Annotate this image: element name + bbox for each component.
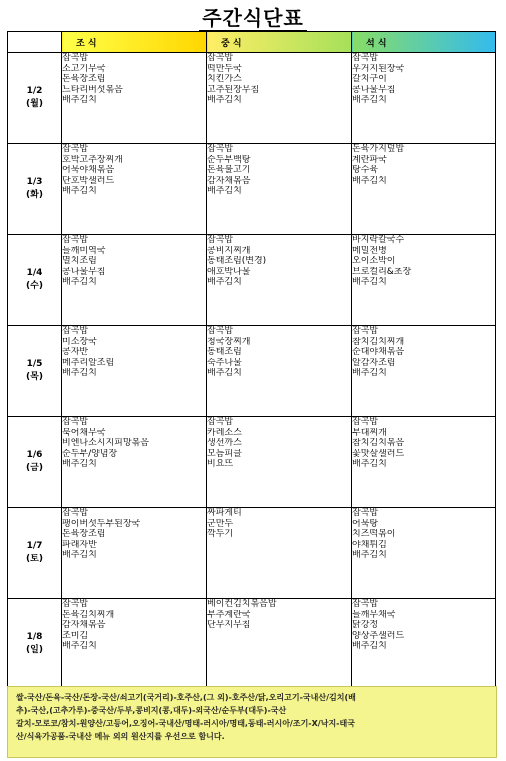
menu-item: 배추김치: [352, 641, 387, 651]
lunch-cell: [207, 53, 352, 144]
menu-item: 오이소박이: [352, 256, 396, 266]
menu-item: 부대찌개: [352, 427, 387, 438]
breakfast-cell: [62, 508, 207, 599]
menu-item: 어묵탕: [352, 518, 379, 529]
menu-item: 잡곡밥: [62, 53, 89, 63]
menu-item: 치킨가스: [207, 74, 242, 84]
menu-item: 어묵야채볶음: [62, 165, 115, 175]
menu-item: 야채튀김: [352, 539, 387, 550]
origin-notice-line: 추)-국산,(고추가루)-중국산/두부,콩비지(콩,대두)-외국산/순두부(대두)-국산: [16, 706, 287, 715]
menu-item: 양상추샐러드: [352, 630, 405, 641]
dinner-cell: [352, 326, 496, 417]
menu-item: 애호박나물: [207, 266, 251, 277]
menu-item: 감자채볶음: [62, 620, 106, 630]
menu-item: 돈육장조림: [62, 529, 106, 539]
menu-item: 비요뜨: [207, 459, 234, 469]
lunch-cell: [207, 235, 352, 326]
menu-item: 배추김치: [352, 459, 387, 469]
menu-item: 알감자조림: [352, 357, 396, 368]
menu-item: 잡곡밥: [352, 326, 379, 336]
menu-item: 미소장국: [62, 336, 97, 347]
menu-item: 탕수육: [352, 165, 379, 175]
menu-item: 잡곡밥: [352, 599, 379, 609]
day-date: 1/8: [26, 632, 43, 642]
menu-item: 콩자반: [62, 347, 89, 357]
menu-item: 계란파국: [352, 154, 387, 165]
lunch-cell: [207, 417, 352, 508]
menu-item: 콩나물무침: [62, 266, 106, 277]
menu-item: 배추김치: [207, 368, 242, 378]
day-row: [8, 326, 496, 417]
menu-item: 파래자반: [62, 539, 97, 550]
day-weekday: (금): [26, 463, 43, 473]
menu-item: 배추김치: [352, 175, 387, 186]
menu-item: 청국장찌개: [207, 336, 251, 347]
menu-item: 배추김치: [62, 459, 97, 469]
menu-item: 조미김: [62, 630, 89, 641]
menu-item: 콩나물무침: [352, 84, 396, 95]
day-weekday: (수): [26, 281, 43, 291]
menu-item: 잡곡밥: [62, 326, 89, 336]
menu-item: 배추김치: [62, 641, 97, 651]
dinner-cell: [352, 508, 496, 599]
day-weekday: (목): [26, 372, 43, 382]
dinner-cell: [352, 53, 496, 144]
day-row: [8, 235, 496, 326]
menu-item: 북어채무국: [62, 427, 106, 438]
origin-notice-line: 갈치-모로코/참치-원양산/고등어,오징어-국내산/명태-러시아/명태,동태-러시아/조기-X/낙지-태국: [16, 719, 355, 728]
menu-item: 배추김치: [62, 550, 97, 560]
menu-item: 잡곡밥: [207, 235, 234, 245]
day-date: 1/6: [26, 450, 43, 460]
menu-item: 잡곡밥: [207, 417, 234, 427]
menu-item: 갈치구이: [352, 74, 387, 84]
breakfast-cell: [62, 599, 207, 690]
menu-item: 순두부/양념장: [62, 448, 118, 459]
day-cell: [8, 144, 62, 235]
menu-item: 돈육가지덮밥: [352, 144, 405, 154]
menu-item: 잡곡밥: [62, 417, 89, 427]
day-date: 1/5: [26, 359, 43, 369]
lunch-cell: [207, 144, 352, 235]
menu-item: 베이컨김치볶음밥: [207, 599, 277, 609]
breakfast-cell: [62, 235, 207, 326]
origin-notice: [7, 686, 497, 758]
menu-item: 단무지무침: [207, 620, 251, 630]
breakfast-cell: [62, 326, 207, 417]
menu-item: 생선까스: [207, 438, 242, 448]
header-row: [8, 32, 496, 53]
day-cell: [8, 508, 62, 599]
menu-item: 배추김치: [62, 368, 97, 378]
menu-item: 배추김치: [62, 95, 97, 105]
origin-notice-line: 산/식육가공품-국내산 메뉴 외의 원산지를 우선으로 함니다.: [16, 732, 225, 741]
page-title: [0, 0, 506, 31]
day-date: 1/7: [26, 541, 43, 551]
menu-item: 우거지된장국: [352, 63, 405, 74]
day-row: [8, 53, 496, 144]
menu-item: 배추김치: [207, 95, 242, 105]
menu-item: 배추김치: [352, 277, 387, 287]
dinner-cell: [352, 599, 496, 690]
menu-item: 참치김치찌개: [352, 336, 405, 347]
menu-item: 잡곡밥: [62, 508, 89, 518]
menu-item: 참치김치볶음: [352, 438, 405, 448]
lunch-cell: [207, 508, 352, 599]
menu-item: 바지락칼국수: [352, 235, 405, 245]
menu-item: 들깨미역국: [62, 245, 106, 256]
menu-item: 감자채볶음: [207, 175, 251, 186]
menu-item: 치즈떡볶이: [352, 529, 396, 539]
menu-item: 돈육불고기: [207, 165, 251, 175]
weekly-menu-table: [7, 31, 496, 690]
menu-item: 꽃맛살샐러드: [352, 448, 405, 459]
dinner-cell: [352, 144, 496, 235]
page-title-text: 주간식단표: [199, 6, 307, 32]
menu-item: 군만두: [207, 518, 234, 529]
day-weekday: (토): [26, 554, 43, 564]
menu-item: 비엔나소시지피망볶음: [62, 438, 149, 448]
day-row: [8, 599, 496, 690]
menu-item: 호박고추장찌개: [62, 154, 123, 165]
breakfast-cell: [62, 144, 207, 235]
day-cell: [8, 599, 62, 690]
day-date: 1/4: [26, 268, 43, 278]
day-row: [8, 508, 496, 599]
menu-item: 메추리알조림: [62, 357, 115, 368]
menu-item: 잡곡밥: [352, 417, 379, 427]
menu-item: 깍두기: [207, 529, 234, 539]
menu-item: 잡곡밥: [207, 144, 234, 154]
menu-item: 소고기무국: [62, 63, 106, 74]
day-date: 1/3: [26, 177, 43, 187]
menu-item: 동태조림: [207, 347, 242, 357]
menu-item: 고추된장무침: [207, 84, 260, 95]
day-cell: [8, 417, 62, 508]
menu-item: 잡곡밥: [207, 53, 234, 63]
menu-item: 닭강정: [352, 620, 379, 630]
menu-item: 배추김치: [352, 368, 387, 378]
menu-item: 짜파게티: [207, 508, 242, 518]
menu-item: 배추김치: [207, 186, 242, 196]
menu-item: 단호박샐러드: [62, 175, 115, 186]
date-header: [8, 32, 62, 53]
menu-item: 돈육김치찌개: [62, 609, 115, 620]
menu-item: 배추김치: [62, 277, 97, 287]
menu-item: 팽이버섯두부된장국: [62, 518, 141, 529]
menu-item: 순대야채볶음: [352, 347, 405, 357]
menu-item: 잡곡밥: [62, 144, 89, 154]
menu-item: 배추김치: [62, 186, 97, 196]
dinner-cell: [352, 235, 496, 326]
dinner-cell: [352, 417, 496, 508]
menu-item: 느타리버섯볶음: [62, 84, 123, 95]
day-weekday: (월): [26, 99, 43, 109]
day-date: 1/2: [26, 86, 43, 96]
menu-item: 순두부백탕: [207, 154, 251, 165]
menu-item: 잡곡밥: [352, 508, 379, 518]
breakfast-header: 조 식: [62, 32, 207, 53]
menu-item: 배추김치: [352, 550, 387, 560]
day-cell: [8, 53, 62, 144]
menu-item: 돈육장조림: [62, 74, 106, 84]
lunch-header: 중 식: [207, 32, 352, 53]
menu-item: 들깨무채국: [352, 609, 396, 620]
menu-item: 부추계란국: [207, 609, 251, 620]
menu-item: 잡곡밥: [62, 599, 89, 609]
day-row: [8, 417, 496, 508]
breakfast-cell: [62, 417, 207, 508]
menu-item: 브로컬리&초장: [352, 266, 412, 277]
day-cell: [8, 326, 62, 417]
menu-item: 숙주나물: [207, 357, 242, 368]
menu-item: 잡곡밥: [62, 235, 89, 245]
day-weekday: (화): [26, 190, 43, 200]
menu-item: 잡곡밥: [352, 53, 379, 63]
breakfast-cell: [62, 53, 207, 144]
origin-notice-line: 쌀-국산/돈육-국산/돈장-국산/쇠고기(국거리)-호주산,(그 외)-호주산/닭,오리고기-국내산/김치(배: [16, 693, 356, 702]
dinner-header: 석 식: [352, 32, 496, 53]
menu-item: 멸치조림: [62, 256, 97, 266]
menu-item: 메밀전병: [352, 245, 387, 256]
menu-item: 콩비지찌개: [207, 245, 251, 256]
menu-item: 배추김치: [207, 277, 242, 287]
lunch-cell: [207, 599, 352, 690]
day-weekday: (일): [26, 645, 43, 655]
menu-item: 잡곡밥: [207, 326, 234, 336]
day-cell: [8, 235, 62, 326]
menu-item: 떡만두국: [207, 63, 242, 74]
menu-item: 동태조림(변경): [207, 256, 267, 266]
menu-item: 배추김치: [352, 95, 387, 105]
menu-item: 모듬피클: [207, 448, 242, 459]
menu-item: 카레소스: [207, 427, 242, 438]
day-row: [8, 144, 496, 235]
lunch-cell: [207, 326, 352, 417]
